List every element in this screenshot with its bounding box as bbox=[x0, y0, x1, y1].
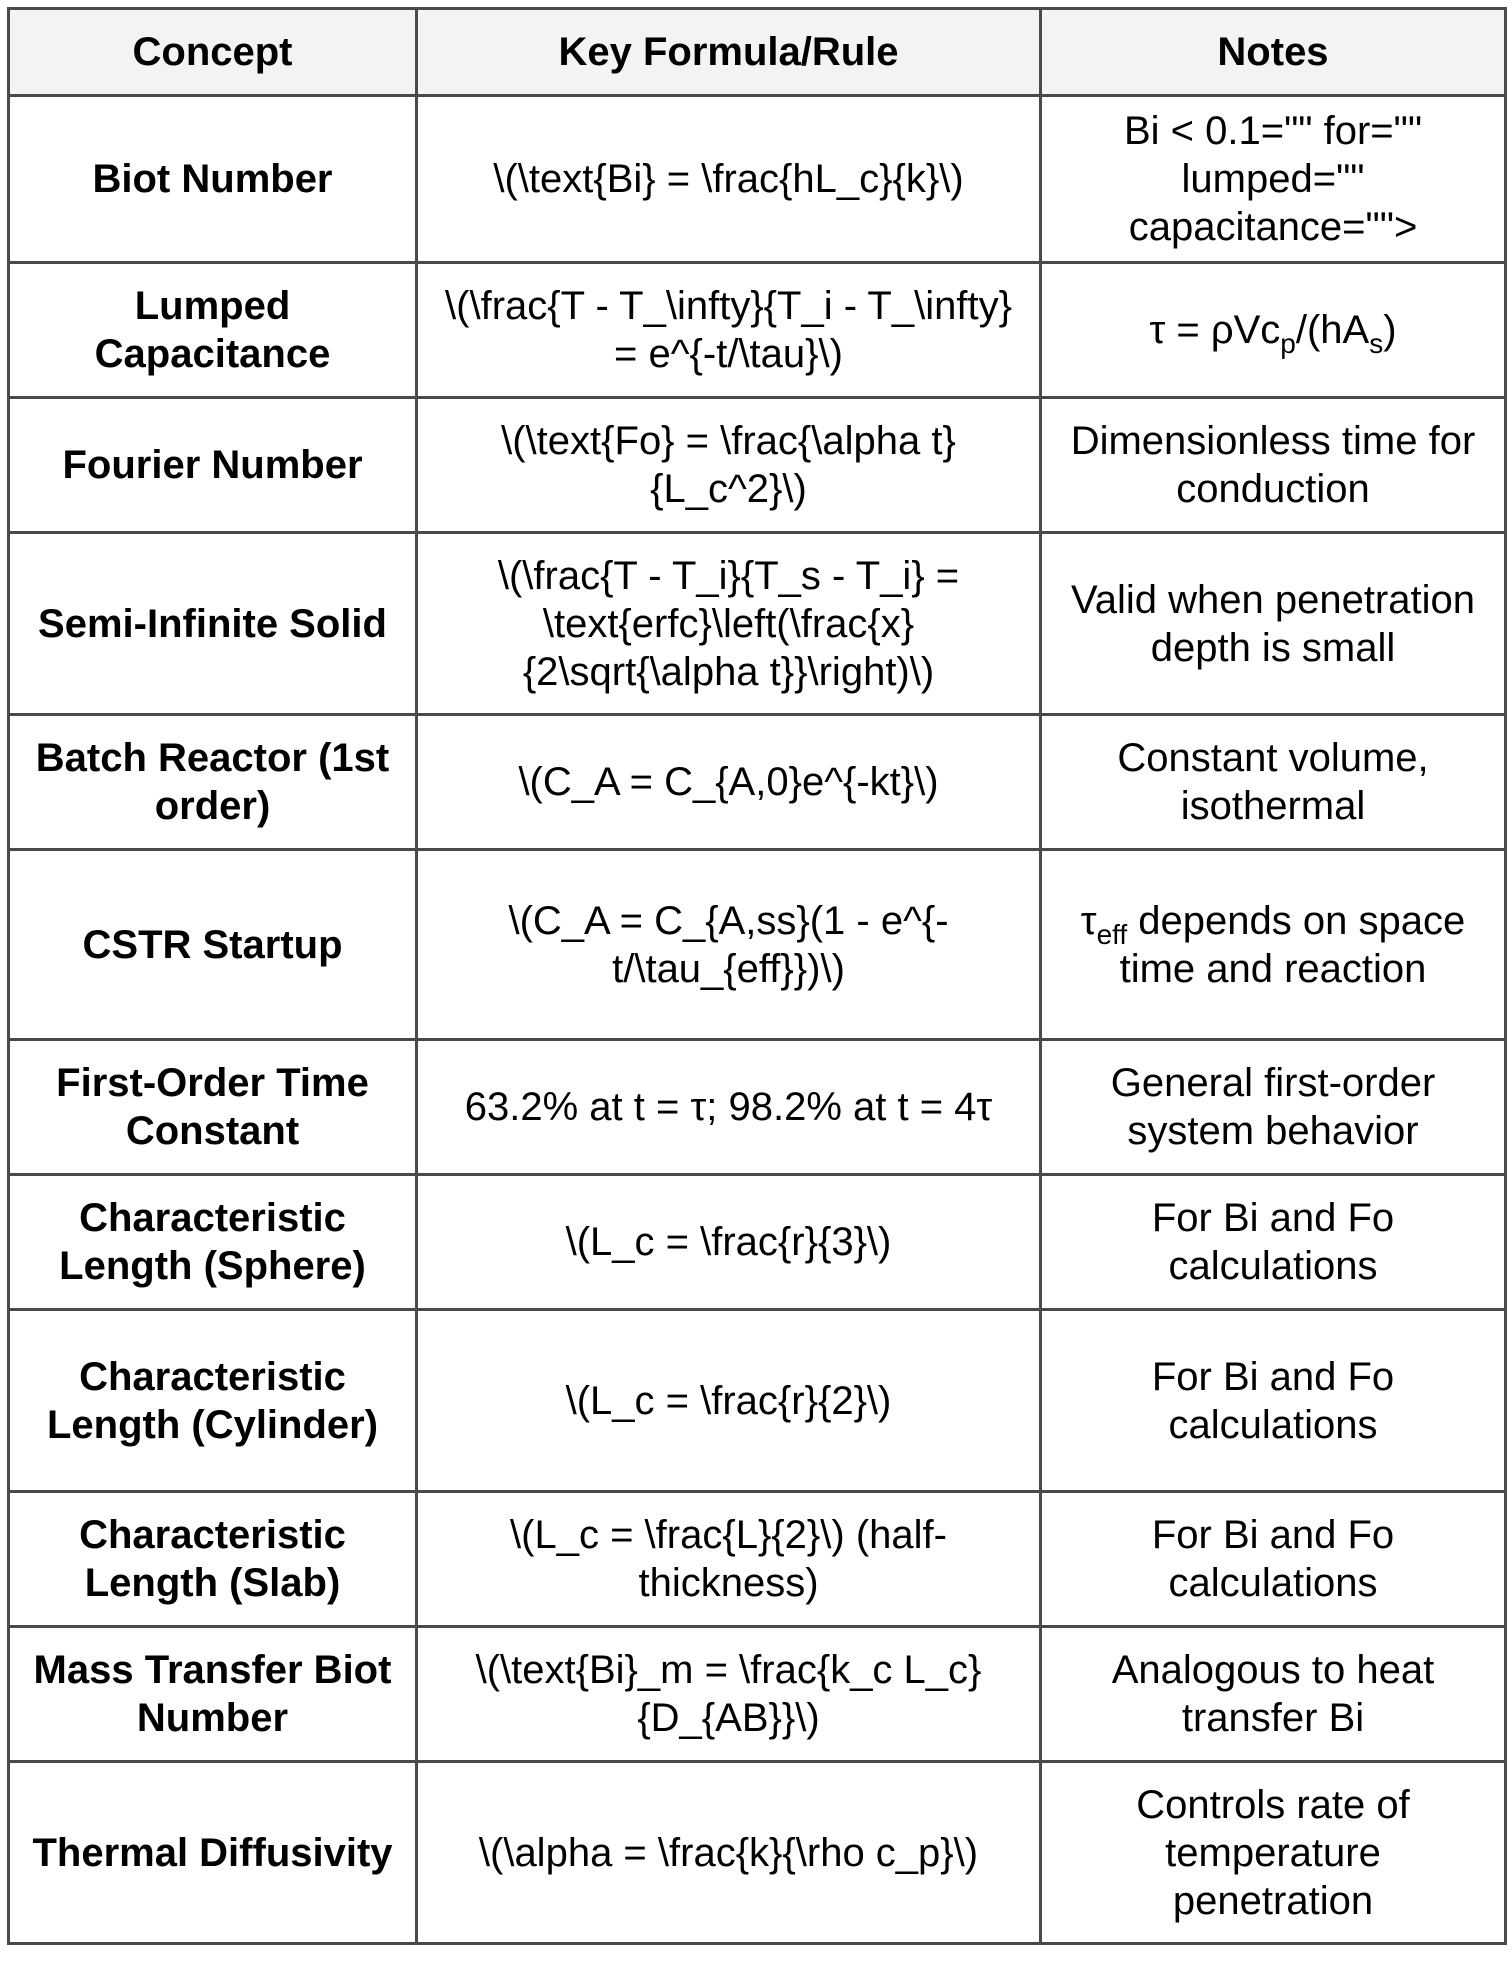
notes-cell: Bi < 0.1="" for="" lumped="" capacitance=""> bbox=[1041, 96, 1506, 263]
table-row bbox=[9, 1310, 1506, 1492]
notes-text: ) bbox=[1383, 308, 1397, 352]
table-row bbox=[9, 1175, 1506, 1310]
notes-cell bbox=[1041, 850, 1506, 1040]
table-row bbox=[9, 533, 1506, 715]
concept-cell: Mass Transfer Biot Number bbox=[9, 1627, 417, 1762]
table-row bbox=[9, 263, 1506, 398]
notes-cell: For Bi and Fo calculations bbox=[1041, 1310, 1506, 1492]
notes-text: /(hA bbox=[1295, 308, 1370, 352]
header-notes: Notes bbox=[1041, 9, 1506, 96]
concept-cell: Fourier Number bbox=[9, 398, 417, 533]
notes-cell bbox=[1041, 263, 1506, 398]
concept-cell: First-Order Time Constant bbox=[9, 1040, 417, 1175]
concept-table bbox=[7, 7, 1507, 1945]
table-row bbox=[9, 398, 1506, 533]
formula-cell: \(L_c = \frac{L}{2}\) (half-thickness) bbox=[417, 1492, 1041, 1627]
formula-cell: \(\text{Bi} = \frac{hL_c}{k}\) bbox=[417, 96, 1041, 263]
formula-cell: \(\text{Fo} = \frac{\alpha t}{L_c^2}\) bbox=[417, 398, 1041, 533]
notes-text: τ = ρVc bbox=[1149, 308, 1281, 352]
notes-cell: Valid when penetration depth is small bbox=[1041, 533, 1506, 715]
table-row bbox=[9, 96, 1506, 263]
table-row bbox=[9, 1492, 1506, 1627]
table-row bbox=[9, 1627, 1506, 1762]
notes-subscript: p bbox=[1280, 328, 1296, 359]
formula-cell: \(L_c = \frac{r}{3}\) bbox=[417, 1175, 1041, 1310]
concept-cell: Batch Reactor (1st order) bbox=[9, 715, 417, 850]
concept-cell: Characteristic Length (Cylinder) bbox=[9, 1310, 417, 1492]
formula-cell: \(\alpha = \frac{k}{\rho c_p}\) bbox=[417, 1762, 1041, 1944]
notes-subscript: s bbox=[1369, 328, 1384, 359]
notes-text: depends on space time and reaction bbox=[1119, 898, 1466, 991]
concept-cell: Lumped Capacitance bbox=[9, 263, 417, 398]
table-row bbox=[9, 1040, 1506, 1175]
notes-subscript: eff bbox=[1096, 918, 1128, 950]
concept-cell: Biot Number bbox=[9, 96, 417, 263]
notes-cell: Constant volume, isothermal bbox=[1041, 715, 1506, 850]
notes-cell: For Bi and Fo calculations bbox=[1041, 1492, 1506, 1627]
table-row bbox=[9, 715, 1506, 850]
table-header bbox=[9, 9, 1506, 96]
header-concept: Concept bbox=[9, 9, 417, 96]
concept-cell: Characteristic Length (Sphere) bbox=[9, 1175, 417, 1310]
header-row bbox=[9, 9, 1506, 96]
formula-cell: \(\frac{T - T_\infty}{T_i - T_\infty} = e^{-t/\tau}\) bbox=[417, 263, 1041, 398]
formula-cell: \(L_c = \frac{r}{2}\) bbox=[417, 1310, 1041, 1492]
header-formula: Key Formula/Rule bbox=[417, 9, 1041, 96]
formula-cell: \(\text{Bi}_m = \frac{k_c L_c}{D_{AB}}\) bbox=[417, 1627, 1041, 1762]
notes-cell: Analogous to heat transfer Bi bbox=[1041, 1627, 1506, 1762]
formula-cell: 63.2% at t = τ; 98.2% at t = 4τ bbox=[417, 1040, 1041, 1175]
concept-cell: Characteristic Length (Slab) bbox=[9, 1492, 417, 1627]
concept-cell: CSTR Startup bbox=[9, 850, 417, 1040]
concept-cell: Thermal Diffusivity bbox=[9, 1762, 417, 1944]
table-row bbox=[9, 850, 1506, 1040]
formula-cell: \(C_A = C_{A,ss}(1 - e^{-t/\tau_{eff}})\) bbox=[417, 850, 1041, 1040]
formula-cell: \(C_A = C_{A,0}e^{-kt}\) bbox=[417, 715, 1041, 850]
notes-cell: For Bi and Fo calculations bbox=[1041, 1175, 1506, 1310]
notes-cell: Dimensionless time for conduction bbox=[1041, 398, 1506, 533]
table-row bbox=[9, 1762, 1506, 1944]
notes-cell: General first-order system behavior bbox=[1041, 1040, 1506, 1175]
notes-text: τ bbox=[1080, 898, 1097, 943]
formula-cell: \(\frac{T - T_i}{T_s - T_i} = \text{erfc}\left(\frac{x}{2\sqrt{\alpha t}}\right)\) bbox=[417, 533, 1041, 715]
concept-cell: Semi-Infinite Solid bbox=[9, 533, 417, 715]
table-body bbox=[9, 96, 1506, 1944]
notes-cell: Controls rate of temperature penetration bbox=[1041, 1762, 1506, 1944]
